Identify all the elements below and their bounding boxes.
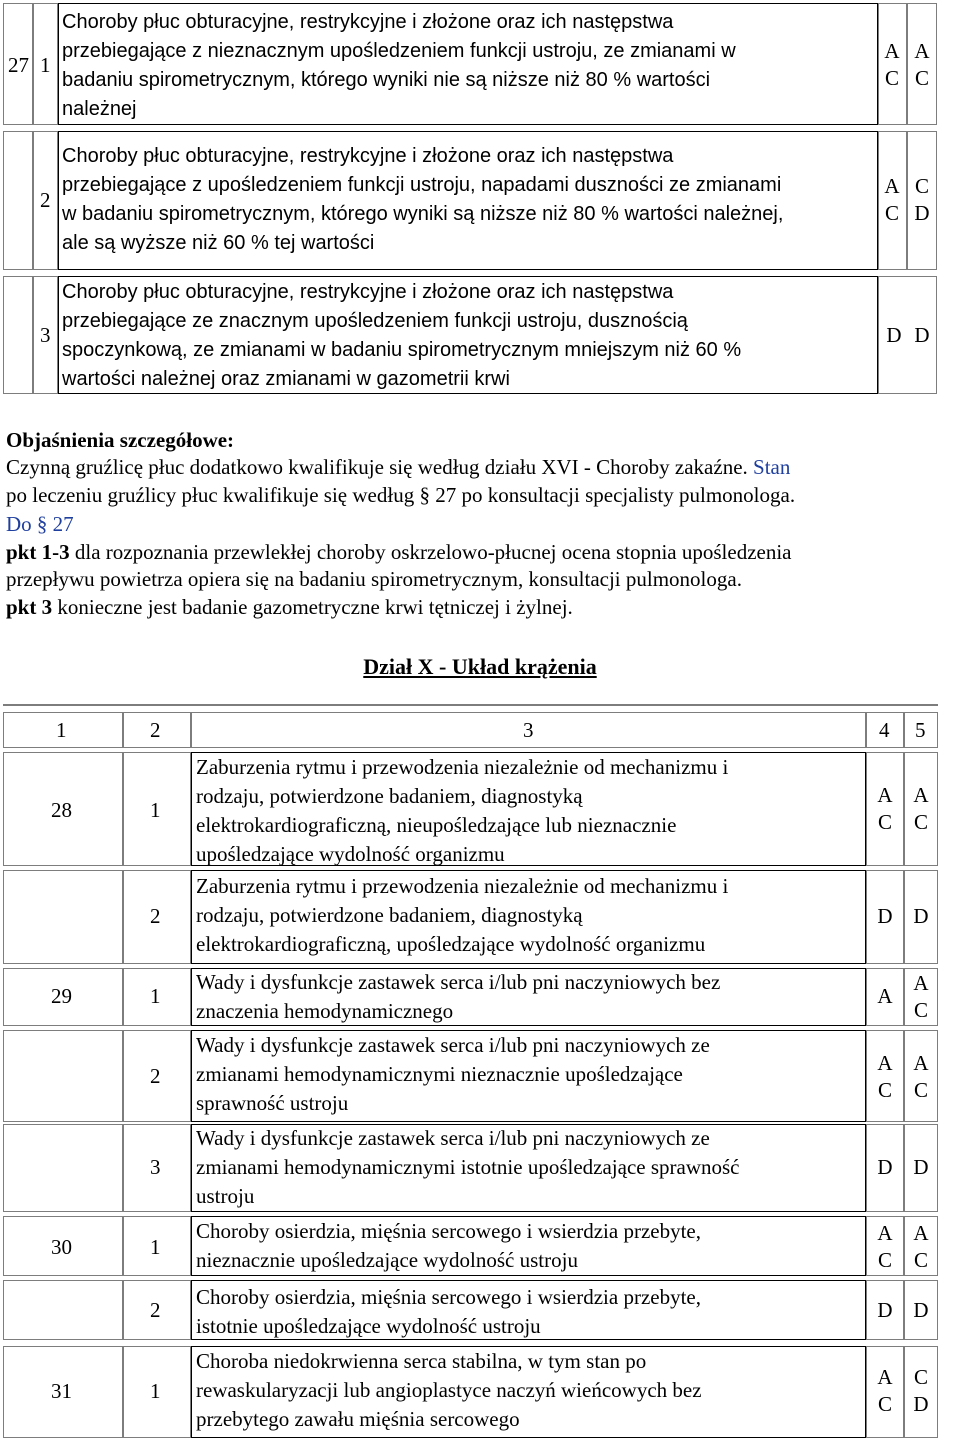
- row-number: 29: [51, 984, 72, 1008]
- grade-col4: A: [877, 984, 893, 1008]
- row-number: 27: [8, 53, 29, 77]
- grade-col5: D: [914, 323, 930, 347]
- row-text: Choroby osierdzia, mięśnia sercowego i wsierdzia przebyte, istotnie upośledzające wydolność ustroju: [196, 1285, 701, 1338]
- header-col-1: 1: [56, 718, 67, 742]
- row-text: Zaburzenia rytmu i przewodzenia niezależnie od mechanizmu i rodzaju, potwierdzone badaniem, diagnostyką elektrokardiograficzną, upośledzające wydolność organizmu: [196, 874, 729, 956]
- grade-col5: D: [913, 1155, 929, 1179]
- notes-heading: Objaśnienia szczegółowe:: [6, 428, 235, 452]
- row-number: 30: [51, 1235, 72, 1259]
- header-col-2: 2: [150, 718, 161, 742]
- row-text: Wady i dysfunkcje zastawek serca i/lub pni naczyniowych bez znaczenia hemodynamicznego: [196, 970, 721, 1023]
- notes-line: Czynną gruźlicę płuc dodatkowo kwalifikuje się według działu XVI - Choroby zakaźne. Stan: [6, 455, 791, 479]
- grade-col5: D: [913, 904, 929, 928]
- grade-col4: D: [877, 1155, 893, 1179]
- grade-col5: A C: [913, 1051, 929, 1102]
- notes-line: pkt 1-3 dla rozpoznania przewlekłej choroby oskrzelowo-płucnej ocena stopnia upośledzenia: [6, 540, 792, 564]
- row-subnumber: 1: [40, 53, 51, 77]
- header-col-3: 3: [523, 718, 534, 742]
- grade-col4: D: [877, 904, 893, 928]
- grade-col4: D: [886, 323, 902, 347]
- grade-col5: C D: [914, 174, 930, 225]
- row-text: Choroby płuc obturacyjne, restrykcyjne i złożone oraz ich następstwa przebiegające z upośledzeniem funkcji ustroju, napadami duszności ze zmianami w badaniu spirometrycznym, którego wyniki są niższe niż 80 % wartości należnej, ale są wyższe niż 60 % tej wartości: [62, 145, 784, 254]
- table-cell: [3, 131, 33, 270]
- row-text: Choroby osierdzia, mięśnia sercowego i wsierdzia przebyte, nieznacznie upośledzające wydolność ustroju: [196, 1219, 701, 1272]
- header-col-5: 5: [915, 718, 926, 742]
- row-number: 31: [51, 1379, 72, 1403]
- row-subnumber: 3: [40, 323, 51, 347]
- header-col-4: 4: [879, 718, 890, 742]
- table-cell: [3, 870, 123, 964]
- table-cell: [3, 276, 33, 394]
- row-text: Wady i dysfunkcje zastawek serca i/lub pni naczyniowych ze zmianami hemodynamicznymi istotnie upośledzające sprawność ustroju: [196, 1126, 740, 1208]
- grade-col4: A C: [877, 783, 893, 834]
- table-cell: [3, 1280, 123, 1340]
- notes-line: przepływu powietrza opiera się na badaniu spirometrycznym, konsultacji pulmonologa.: [6, 567, 742, 591]
- notes-line: po leczeniu gruźlicy płuc kwalifikuje się według § 27 po konsultacji specjalisty pulmonologa.: [6, 483, 796, 507]
- grade-col4: D: [877, 1298, 893, 1322]
- grade-col5: A C: [913, 1221, 929, 1272]
- grade-col5: A C: [913, 783, 929, 834]
- row-subnumber: 1: [150, 798, 161, 822]
- row-subnumber: 1: [150, 984, 161, 1008]
- row-subnumber: 2: [150, 1298, 161, 1322]
- row-subnumber: 1: [150, 1235, 161, 1259]
- grade-col5: A C: [914, 39, 930, 90]
- grade-col4: A C: [884, 174, 900, 225]
- row-text: Choroby płuc obturacyjne, restrykcyjne i złożone oraz ich następstwa przebiegające z nieznacznym upośledzeniem funkcji ustroju, ze zmianami w badaniu spirometrycznym, którego wyniki nie są niższe niż 80 % wartości należnej: [62, 11, 736, 120]
- grade-col4: A C: [877, 1051, 893, 1102]
- grade-col4: A C: [877, 1365, 893, 1416]
- row-subnumber: 2: [150, 1064, 161, 1088]
- row-text: Choroba niedokrwienna serca stabilna, w tym stan po rewaskularyzacji lub angioplastyce naczyń wieńcowych bez przebytego zawału mięśnia sercowego: [196, 1349, 702, 1431]
- section-title: Dział X - Układ krążenia: [363, 654, 597, 679]
- row-text: Wady i dysfunkcje zastawek serca i/lub pni naczyniowych ze zmianami hemodynamicznymi nieznacznie upośledzające sprawność ustroju: [196, 1033, 710, 1115]
- table-cell: [3, 1030, 123, 1122]
- row-text: Choroby płuc obturacyjne, restrykcyjne i złożone oraz ich następstwa przebiegające ze znacznym upośledzeniem funkcji ustroju, dusznością spoczynkową, ze zmianami w badaniu spirometrycznym mniejszym niż 60 % wartości należnej oraz zmianami w gazometrii krwi: [62, 281, 742, 390]
- grade-col5: A C: [913, 971, 929, 1022]
- grade-col5: C D: [913, 1365, 929, 1416]
- row-subnumber: 3: [150, 1155, 161, 1179]
- notes-line: pkt 3 konieczne jest badanie gazometryczne krwi tętniczej i żylnej.: [6, 595, 573, 619]
- row-number: 28: [51, 798, 72, 822]
- row-subnumber: 1: [150, 1379, 161, 1403]
- row-subnumber: 2: [40, 188, 51, 212]
- table-cell: [3, 1124, 123, 1212]
- grade-col5: D: [913, 1298, 929, 1322]
- notes-reference: Do § 27: [6, 512, 74, 536]
- table-top-border: [3, 704, 938, 706]
- grade-col4: A C: [877, 1221, 893, 1272]
- row-text: Zaburzenia rytmu i przewodzenia niezależnie od mechanizmu i rodzaju, potwierdzone badaniem, diagnostyką elektrokardiograficzną, nieupośledzające lub nieznacznie upośledzające wydolność organizmu: [196, 755, 729, 866]
- row-subnumber: 2: [150, 904, 161, 928]
- grade-col4: A C: [884, 39, 900, 90]
